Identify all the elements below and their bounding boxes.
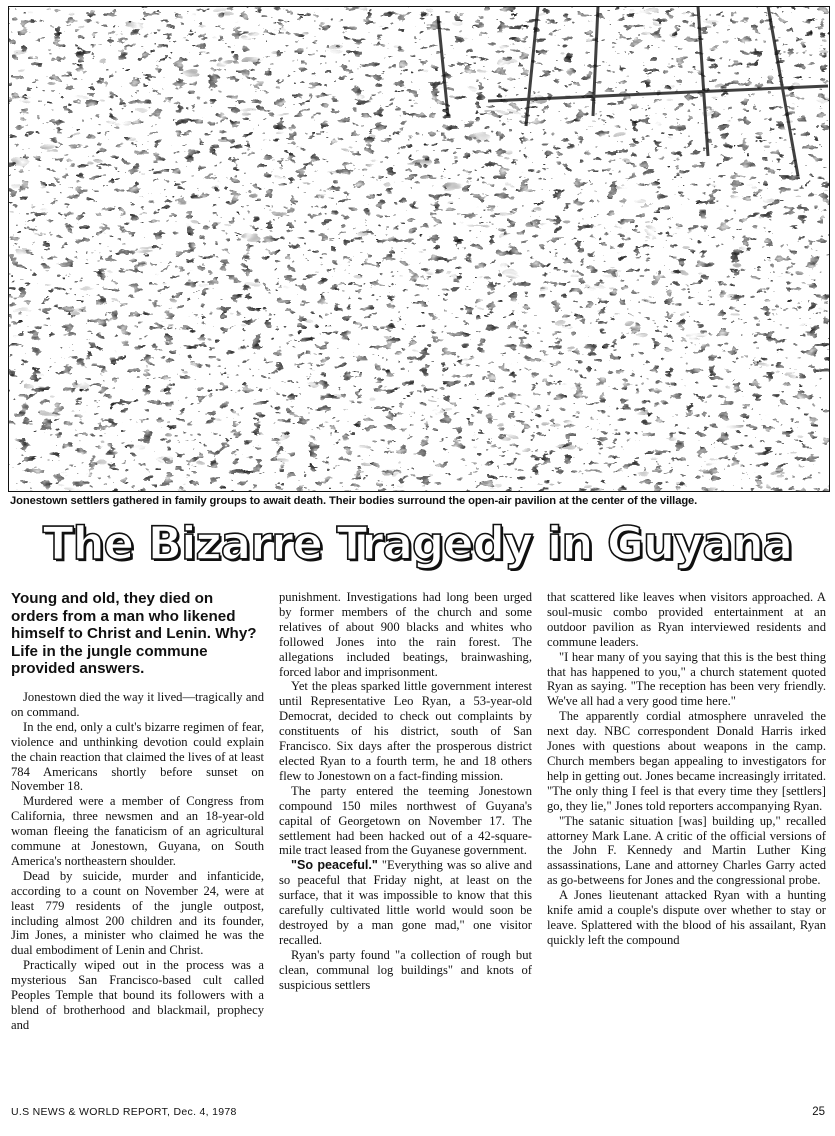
- paragraph: punishment. Investigations had long been urged by former members of the church and some relatives of about 900 blacks and whites who followed Jones into the rain forest. The allegations included beatings, brainwashing, forced labor and imprisonment.: [279, 590, 532, 679]
- subhead: "So peaceful.": [291, 858, 378, 873]
- paragraph: The party entered the teeming Jonestown compound 150 miles northwest of Guyana's capital of Georgetown on November 17. The settlement had been hacked out of a 42-square-mile tract leased from the Guyanese government.: [279, 783, 532, 858]
- paragraph: Practically wiped out in the process was a mysterious San Francisco-based cult called Peoples Temple that bound its followers with a blend of brotherhood and blackmail, prophecy and: [11, 958, 264, 1032]
- paragraph: Ryan's party found "a collection of rough but clean, communal log buildings" and knots of suspicious settlers: [279, 947, 532, 992]
- paragraph: that scattered like leaves when visitors approached. A soul-music combo provided entertainment at an outdoor pavilion as Ryan interviewed residents and commune leaders.: [547, 590, 826, 649]
- paragraph: "The satanic situation [was] building up," recalled attorney Mark Lane. A critic of the official versions of the John F. Kennedy and Martin Luther King assassinations, Lane and attorney Charles Garry acted as go-betweens for Jones and the congressional probe.: [547, 813, 826, 888]
- photo-caption: Jonestown settlers gathered in family groups to await death. Their bodies surround the open-air pavilion at the center of the village.: [10, 495, 698, 507]
- publication-footer: U.S NEWS & WORLD REPORT, Dec. 4, 1978: [11, 1106, 237, 1118]
- paragraph: A Jones lieutenant attacked Ryan with a hunting knife amid a couple's dispute over whether to stay or leave. Splattered with the blood of his assailant, Ryan quickly left the compound: [547, 888, 826, 947]
- paragraph: "I hear many of you saying that this is the best thing that has happened to you," a church statement quoted Ryan as saying. "The reception has been very friendly. We've all had a very good time here.": [547, 649, 826, 709]
- paragraph: The apparently cordial atmosphere unraveled the next day. NBC correspondent Donald Harris irked Jones with questions about weapons in the camp. Church members began appealing to investigators for help in getting out. Jones became increasingly irritated. "The only thing I feel is that every time they [settlers] go, they lie," Jones told reporters accompanying Ryan.: [547, 709, 826, 813]
- column-3: [547, 590, 826, 948]
- page-number: 25: [812, 1106, 825, 1118]
- paragraph: In the end, only a cult's bizarre regimen of fear, violence and unthinking devotion could explain the chain reaction that claimed the lives of at least 784 Americans shortly before sunset on November 18.: [11, 719, 264, 794]
- column-1: [11, 590, 264, 1033]
- paragraph-text: "Everything was so alive and so peaceful that Friday night, at least on the surface, that it was impossible to know that this carefully cultivated little world would soon be destroyed by a man gone mad," one visitor recalled.: [279, 858, 532, 947]
- paragraph: Jonestown died the way it lived—tragically and on command.: [11, 689, 264, 719]
- paragraph: Dead by suicide, murder and infanticide, according to a count on November 24, were at least 779 residents of the jungle outpost, including almost 200 children and its founder, Jim Jones, a minister who claimed he was the dual embodiment of Lenin and Christ.: [11, 868, 264, 958]
- paragraph: Murdered were a member of Congress from California, three newsmen and an 18-year-old woman fleeing the fanaticism of an agricultural commune at Jonestown, Guyana, on South America's northeastern shoulder.: [11, 794, 264, 868]
- column-2: [279, 590, 532, 992]
- paragraph: Yet the pleas sparked little government interest until Representative Leo Ryan, a 53-year-old Democrat, decided to check out complaints by constituents of his district, south of San Francisco. Six days after the prosperous district elected Ryan to a fourth term, he and 18 others flew to Jonestown on a fact-finding mission.: [279, 679, 532, 783]
- paragraph: [279, 858, 532, 947]
- jonestown-photo: [8, 6, 830, 492]
- headline: The Bizarre Tragedy in Guyana: [42, 517, 793, 570]
- deck: Young and old, they died on orders from a man who likened himself to Christ and Lenin. Why? Life in the jungle commune provided answers.: [11, 590, 257, 678]
